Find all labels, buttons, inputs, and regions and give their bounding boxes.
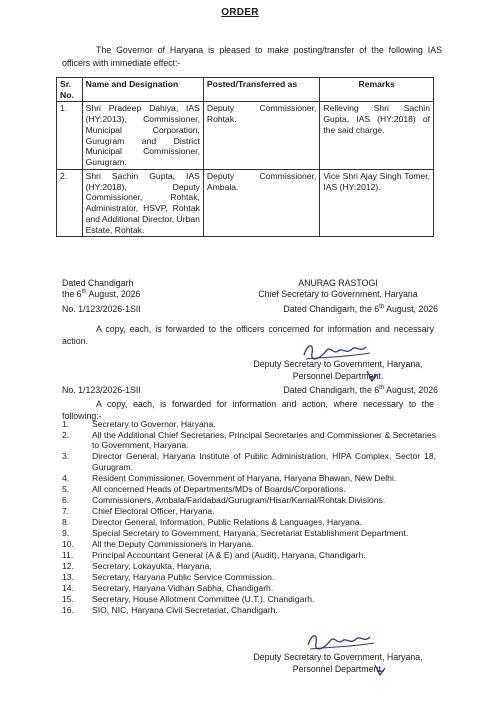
list-item	[62, 506, 436, 516]
list-item	[62, 451, 436, 472]
cell-posted: Deputy Commissioner, Ambala.	[203, 169, 319, 236]
cell-sr-no: 2.	[57, 169, 83, 236]
list-item	[62, 539, 436, 549]
list-text: Secretary, Haryana Public Service Commission.	[92, 571, 275, 582]
endst2-date-pre: Dated Chandigarh, the 6	[283, 385, 380, 395]
dated-line-2	[62, 289, 222, 300]
list-number: 4.	[62, 472, 70, 483]
list-text: Secretary, House Allotment Committee (U.T.), Chandigarh.	[92, 593, 315, 604]
order-heading: ORDER	[221, 7, 259, 18]
list-text: Director General, Information, Public Relations & Languages, Haryana.	[92, 516, 362, 527]
list-number: 7.	[62, 505, 70, 516]
endst2-date-post: August, 2026	[384, 385, 438, 395]
endst1-date-sup: th	[379, 304, 385, 311]
list-number: 6.	[62, 494, 70, 505]
endst2-date-sup: th	[379, 385, 385, 392]
cell-remarks: Relieving Shri Sachin Gupta, IAS (HY:2018) of the said charge.	[320, 102, 434, 169]
deputy-secretary-signature-2	[304, 631, 378, 653]
table-row	[57, 102, 434, 169]
list-number: 15.	[62, 593, 74, 604]
distribution-list	[62, 419, 436, 616]
list-item	[62, 473, 436, 483]
list-item	[62, 583, 436, 593]
dated-suffix: th	[81, 289, 87, 296]
list-number: 5.	[62, 483, 70, 494]
order-intro: The Governor of Haryana is pleased to make posting/transfer of the following IAS officers with immediate effect:-	[62, 45, 442, 68]
deputy-secretary-block-2	[240, 652, 436, 676]
list-item	[62, 517, 436, 527]
endorsement-1-date	[248, 304, 438, 315]
endorsement-2-number: No. 1/123/2026-1SII	[62, 385, 141, 395]
cell-posted: Deputy Commissioner, Rohtak.	[203, 102, 319, 169]
chief-secretary-block	[240, 278, 436, 301]
list-number: 3.	[62, 451, 70, 462]
endst1-date-post: August, 2026	[384, 304, 438, 314]
list-number: 13.	[62, 571, 74, 582]
list-number: 2.	[62, 429, 70, 440]
list-text: All the Additional Chief Secretaries, Principal Secretaries and Commissioner & Secretaries to Government, Haryana.	[92, 429, 436, 451]
list-number: 11.	[62, 549, 74, 560]
list-text: SIO, NIC, Haryana Civil Secretariat, Chandigarh.	[92, 604, 278, 615]
list-text: Chief Electoral Officer, Haryana.	[92, 505, 215, 516]
list-number: 12.	[62, 560, 74, 571]
col-header-sr-no: Sr. No.	[57, 78, 83, 102]
dated-line-1: Dated Chandigarh	[62, 278, 134, 288]
order-date-block	[62, 278, 222, 301]
endst1-date-pre: Dated Chandigarh, the 6	[283, 304, 380, 314]
list-text: Principal Accountant General (A & E) and (Audit), Haryana, Chandigarh.	[92, 549, 366, 560]
endorsement-2-text: A copy, each, is forwarded for information and action, where necessary to the following:-	[62, 399, 434, 422]
list-number: 16.	[62, 604, 74, 615]
table-row	[57, 169, 434, 236]
endorsement-1-text: A copy, each, is forwarded to the officers concerned for information and necessary action.	[62, 324, 434, 347]
deputy-title: Deputy Secretary to Government, Haryana,	[253, 652, 423, 662]
list-text: Special Secretary to Government, Haryana, Secretariat Establishment Department.	[92, 527, 409, 538]
list-item	[62, 430, 436, 451]
table-header-row	[57, 78, 434, 102]
list-number: 10.	[62, 538, 74, 549]
list-item	[62, 419, 436, 429]
list-text: Resident Commissioner, Government of Haryana, Haryana Bhawan, New Delhi.	[92, 472, 397, 483]
list-item	[62, 495, 436, 505]
list-text: Secretary, Haryana Vidhan Sabha, Chandigarh.	[92, 582, 274, 593]
deputy-dept: Personnel Department.	[292, 663, 384, 674]
list-text: Secretary, Lokayukta, Haryana.	[92, 560, 212, 571]
list-number: 14.	[62, 582, 74, 593]
cell-sr-no: 1.	[57, 102, 83, 169]
initial-mark-icon	[364, 368, 380, 384]
deputy-title: Deputy Secretary to Government, Haryana,	[253, 359, 423, 369]
endorsement-2-date	[248, 385, 438, 396]
list-text: All concerned Heads of Departments/MDs of Boards/Corporations.	[92, 483, 346, 494]
list-item	[62, 572, 436, 582]
list-number: 1.	[62, 419, 70, 429]
col-header-posted: Posted/Transferred as	[203, 78, 319, 102]
dated-day: the 6	[62, 289, 82, 300]
posting-table	[56, 77, 434, 237]
list-number: 8.	[62, 516, 70, 527]
signatory-name: ANURAG RASTOGI	[298, 278, 378, 288]
deputy-secretary-block-1	[240, 359, 436, 383]
col-header-remarks: Remarks	[320, 78, 434, 102]
deputy-dept: Personnel Department.	[292, 370, 384, 381]
col-header-name: Name and Designation	[82, 78, 203, 102]
list-text: Secretary to Governor, Haryana.	[92, 419, 216, 429]
list-text: Director General, Haryana Institute of Public Administration, HIPA Complex, Sector 18, Gurugram.	[92, 451, 436, 472]
cell-remarks: Vice Shri Ajay Singh Tomer, IAS (HY:2012).	[320, 169, 434, 236]
signatory-title: Chief Secretary to Government, Haryana	[258, 289, 418, 300]
list-item	[62, 550, 436, 560]
initial-mark-icon	[372, 662, 388, 678]
list-item	[62, 594, 436, 604]
list-item	[62, 561, 436, 571]
list-text: Commissioners, Ambala/Faridabad/Gurugram/Hisar/Karnal/Rohtak Divisions.	[92, 494, 386, 505]
list-item	[62, 605, 436, 615]
cell-name: Shri Pradeep Dahiya, IAS (HY:2013), Commissioner, Municipal Corporation, Gurugram and District Municipal Commissioner, Gurugram.	[82, 102, 203, 169]
list-text: All the Deputy Commissioners in Haryana.	[92, 538, 254, 549]
list-item	[62, 528, 436, 538]
list-item	[62, 484, 436, 494]
endorsement-1-number: No. 1/123/2026-1SII	[62, 304, 141, 314]
dated-month-year: August, 2026	[86, 289, 141, 300]
cell-name: Shri Sachin Gupta, IAS (HY:2018), Deputy Commissioner, Rohtak, Administrator, HSVP, Rohtak and Additional Director, Urban Estate, Rohtak.	[82, 169, 203, 236]
list-number: 9.	[62, 527, 70, 538]
